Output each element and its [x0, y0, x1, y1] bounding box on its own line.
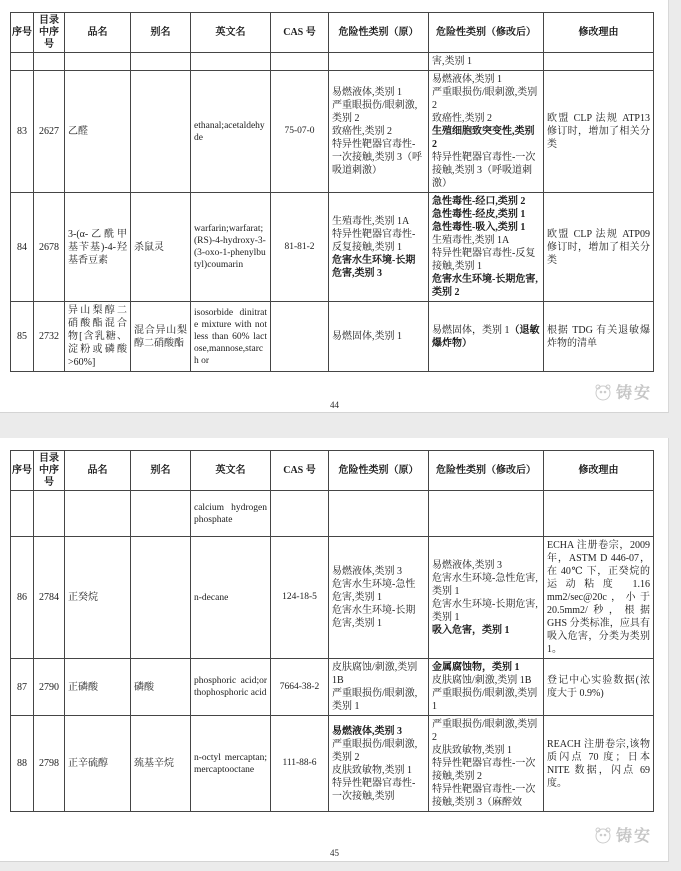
cell-cas	[271, 302, 329, 372]
cell-en: isosorbide dinitrate mixture with not less than 60% lactose,mannose,starch or	[191, 302, 271, 372]
hazard-line: 致癌性,类别 2	[332, 126, 392, 137]
hazard-line: 特异性靶器官毒性-一次接触,类别	[332, 777, 416, 802]
cell-pm: 3-(α-乙酰甲基苄基)-4-羟基香豆素	[65, 193, 131, 302]
watermark	[593, 380, 652, 403]
cell-hazard-orig	[329, 302, 429, 372]
hazard-line: 皮肤腐蚀/刺激,类别 1B	[432, 675, 532, 686]
hazard-line: 致癌性,类别 2	[432, 113, 492, 124]
cell-xh	[11, 53, 34, 71]
hazard-line: 急性毒性-吸入,类别 1	[432, 222, 526, 233]
table-row	[11, 659, 654, 716]
document-page-45	[0, 438, 669, 862]
column-header: 英文名	[191, 451, 271, 491]
hazard-line: 严重眼损伤/眼刺激,类别 1	[432, 688, 538, 712]
cell-ml: 2678	[34, 193, 65, 302]
cell-bm: 混合异山梨醇二硝酸酯	[131, 302, 191, 372]
hazard-line: 生殖毒性,类别 1A	[332, 215, 410, 227]
cell-hazard-mod	[429, 659, 544, 716]
cell-xh: 86	[11, 537, 34, 659]
cell-en	[191, 53, 271, 71]
header-row	[11, 451, 654, 491]
hazard-line: 危害水生环境-急性危害,类别 1	[332, 579, 416, 603]
hazard-line: 易燃液体,类别 3	[332, 566, 402, 577]
column-header: 序号	[11, 451, 34, 491]
cell-pm: 异山梨醇二硝酸酯混合物[含乳糖、淀粉或磷酸>60%]	[65, 302, 131, 372]
column-header: 危险性类别（修改后）	[429, 451, 544, 491]
cell-en: n-octyl mercaptan;mercaptooctane	[191, 716, 271, 812]
column-header: 品名	[65, 13, 131, 53]
cell-bm	[131, 71, 191, 193]
hazard-line: 皮肤腐蚀/刺激,类别 1B	[332, 662, 418, 686]
hazard-line: 易燃液体,类别 3	[332, 725, 402, 737]
cell-hazard-mod	[429, 193, 544, 302]
column-header: 序号	[11, 13, 34, 53]
hazard-line: 特异性靶器官毒性-一次接触,类别 3（呼吸道刺激）	[332, 139, 422, 176]
cell-xh: 88	[11, 716, 34, 812]
hazard-line: 严重眼损伤/眼刺激,类别 2	[432, 87, 538, 111]
column-header: 目录中序号	[34, 13, 65, 53]
cell-reason: REACH 注册卷宗,该物质闪点 70 度；日本 NITE 数据，闪点 69 度。	[544, 716, 654, 812]
cell-hazard-orig	[329, 491, 429, 537]
table-row	[11, 537, 654, 659]
cell-hazard-orig	[329, 53, 429, 71]
hazard-line: 易燃液体,类别 1	[432, 74, 502, 85]
cell-pm	[65, 491, 131, 537]
cell-ml: 2790	[34, 659, 65, 716]
cell-cas: 111-88-6	[271, 716, 329, 812]
cell-ml: 2798	[34, 716, 65, 812]
cell-hazard-orig	[329, 193, 429, 302]
cell-hazard-mod	[429, 302, 544, 372]
cell-en: phosphoric acid;orthophosphoric acid	[191, 659, 271, 716]
document-page-44	[0, 0, 669, 413]
page-number: 44	[330, 400, 339, 410]
hazard-line: 危害水生环境-长期危害,类别 1	[432, 598, 538, 623]
cell-reason: 根据 TDG 有关退敏爆炸物的清单	[544, 302, 654, 372]
column-header: 英文名	[191, 13, 271, 53]
cell-bm	[131, 53, 191, 71]
cell-pm: 乙醛	[65, 71, 131, 193]
cell-en: n-decane	[191, 537, 271, 659]
hazard-line: 急性毒性-经皮,类别 1	[432, 209, 526, 220]
hazard-line: 吸入危害，类别 1	[432, 624, 510, 636]
cell-xh: 84	[11, 193, 34, 302]
column-header: 品名	[65, 451, 131, 491]
cell-reason	[544, 491, 654, 537]
column-header: 修改理由	[544, 13, 654, 53]
watermark-text: 铸安	[615, 828, 652, 845]
hazard-line: 特异性靶器官毒性-一次接触,类别 3（呼吸道刺激）	[432, 152, 536, 189]
column-header: CAS 号	[271, 451, 329, 491]
column-header: CAS 号	[271, 13, 329, 53]
hazard-line: 皮肤致敏物,类别 1	[332, 764, 412, 776]
cell-xh: 83	[11, 71, 34, 193]
cell-hazard-mod	[429, 491, 544, 537]
cell-ml: 2784	[34, 537, 65, 659]
column-header: 危险性类别（修改后）	[429, 13, 544, 53]
cell-en: calcium hydrogen phosphate	[191, 491, 271, 537]
hazard-line: 皮肤致敏物,类别 1	[432, 745, 512, 756]
table-row	[11, 193, 654, 302]
table-header	[11, 13, 654, 53]
cell-reason: ECHA 注册卷宗，2009 年，ASTM D 446-07，在 40℃ 下，正癸烷的运动粘度 1.16 mm2/sec@20c，小于 20.5mm2/秒，根据 GHS 分类标准，应具有吸入危害，分类为类别 1。	[544, 537, 654, 659]
zhuan-logo-icon	[593, 825, 613, 845]
column-header: 别名	[131, 13, 191, 53]
hazard-line: 严重眼损伤/眼刺激,类别 2	[432, 719, 538, 743]
watermark	[593, 823, 652, 846]
cell-hazard-mod	[429, 53, 544, 71]
table-row-continuation	[11, 491, 654, 537]
cell-pm: 正癸烷	[65, 537, 131, 659]
hazard-line: 特异性靶器官毒性-反复接触,类别 1	[432, 248, 536, 272]
cell-reason: 欧盟 CLP 法规 ATP09 修订时，增加了相关分类	[544, 193, 654, 302]
cell-cas: 7664-38-2	[271, 659, 329, 716]
hazard-line: 严重眼损伤/眼刺激,类别 1	[332, 688, 418, 712]
hazard-table-page-45	[10, 450, 654, 812]
cell-reason: 欧盟 CLP 法规 ATP13 修订时，增加了相关分类	[544, 71, 654, 193]
cell-bm: 磷酸	[131, 659, 191, 716]
cell-en: ethanal;acetaldehyde	[191, 71, 271, 193]
hazard-line: 严重眼损伤/眼刺激,类别 2	[332, 100, 418, 124]
cell-en: warfarin;warfarat;(RS)-4-hydroxy-3-(3-oxo-1-phenylbutyl)coumarin	[191, 193, 271, 302]
hazard-line: 危害水生环境-急性危害,类别 1	[432, 572, 538, 597]
cell-reason: 登记中心实验数据(浓度大于 0.9%)	[544, 659, 654, 716]
table-row	[11, 71, 654, 193]
hazard-line: 易燃液体,类别 3	[432, 559, 502, 571]
cell-bm: 杀鼠灵	[131, 193, 191, 302]
hazard-line: 易燃固体，类别 1（退敏爆炸物）	[432, 324, 540, 349]
table-body	[11, 53, 654, 372]
hazard-line: 生殖细胞致突变性,类别 2	[432, 126, 535, 150]
cell-bm: 巯基辛烷	[131, 716, 191, 812]
watermark-text: 铸安	[615, 385, 652, 402]
cell-pm: 正辛硫醇	[65, 716, 131, 812]
hazard-line: 特异性靶器官毒性-一次接触,类别 2	[432, 758, 536, 782]
cell-ml	[34, 491, 65, 537]
hazard-line: 害,类别 1	[432, 56, 472, 67]
cell-bm	[131, 491, 191, 537]
hazard-line: 严重眼损伤/眼刺激,类别 2	[332, 738, 418, 763]
column-header: 目录中序号	[34, 451, 65, 491]
cell-pm	[65, 53, 131, 71]
cell-reason	[544, 53, 654, 71]
cell-xh	[11, 491, 34, 537]
hazard-line: 生殖毒性,类别 1A	[432, 235, 510, 246]
cell-hazard-mod	[429, 537, 544, 659]
hazard-line: 易燃液体,类别 1	[332, 87, 402, 98]
cell-hazard-mod	[429, 71, 544, 193]
cell-hazard-orig	[329, 716, 429, 812]
column-header: 危险性类别（原）	[329, 13, 429, 53]
cell-ml	[34, 53, 65, 71]
column-header: 别名	[131, 451, 191, 491]
cell-cas	[271, 491, 329, 537]
cell-pm: 正磷酸	[65, 659, 131, 716]
hazard-line: 特异性靶器官毒性-反复接触,类别 1	[332, 228, 416, 253]
cell-hazard-mod	[429, 716, 544, 812]
hazard-line: 急性毒性-经口,类别 2	[432, 196, 526, 207]
header-row	[11, 13, 654, 53]
table-body	[11, 491, 654, 812]
hazard-line: 易燃固体,类别 1	[332, 331, 402, 342]
cell-ml: 2627	[34, 71, 65, 193]
hazard-line: 金属腐蚀物，类别 1	[432, 662, 520, 673]
cell-cas	[271, 53, 329, 71]
cell-xh: 87	[11, 659, 34, 716]
cell-hazard-orig	[329, 537, 429, 659]
cell-xh: 85	[11, 302, 34, 372]
cell-cas: 75-07-0	[271, 71, 329, 193]
hazard-table-page-44	[10, 12, 654, 372]
hazard-line: 危害水生环境-长期危害,类别 3	[332, 254, 416, 279]
column-header: 修改理由	[544, 451, 654, 491]
table-header	[11, 451, 654, 491]
zhuan-logo-icon	[593, 382, 613, 402]
hazard-line: 特异性靶器官毒性-一次接触,类别 3（麻醉效	[432, 784, 536, 808]
table-row	[11, 302, 654, 372]
cell-cas: 81-81-2	[271, 193, 329, 302]
table-row-continuation	[11, 53, 654, 71]
cell-hazard-orig	[329, 71, 429, 193]
cell-bm	[131, 537, 191, 659]
hazard-line: 危害水生环境-长期危害,类别 1	[332, 605, 416, 629]
page-number: 45	[330, 848, 339, 858]
column-header: 危险性类别（原）	[329, 451, 429, 491]
table-row-clipped	[11, 716, 654, 812]
cell-ml: 2732	[34, 302, 65, 372]
cell-hazard-orig	[329, 659, 429, 716]
cell-cas: 124-18-5	[271, 537, 329, 659]
hazard-line: 危害水生环境-长期危害,类别 2	[432, 274, 538, 298]
